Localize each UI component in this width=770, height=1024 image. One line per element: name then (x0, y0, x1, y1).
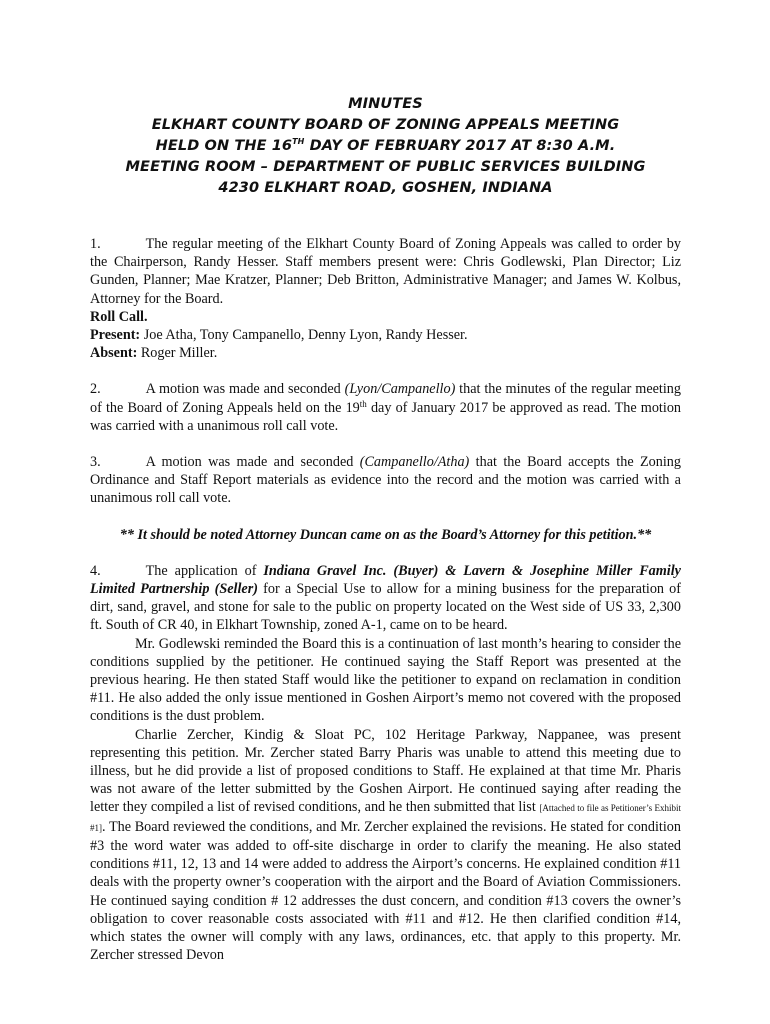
item-4-paragraph-godlewski: Mr. Godlewski reminded the Board this is a continuation of last month’s hearing to consider the conditions supplied by the petitioner. He continued saying the Staff Report was presented at the previous hearing. He then stated Staff would like the petitioner to expand on reclamation in condition #11. He also added the only issue mentioned in Goshen Airport’s memo not covered with the proposed conditions is the dust problem. (90, 635, 681, 725)
absent-names: Roger Miller. (137, 345, 218, 362)
item-2-number: 2. (90, 381, 101, 398)
header-meeting-date (90, 136, 681, 157)
present-names: Joe Atha, Tony Campanello, Denny Lyon, Randy Hesser. (140, 327, 468, 344)
item-3-number: 3. (90, 454, 101, 471)
minutes-page (90, 88, 681, 964)
header-board-name: ELKHART COUNTY BOARD OF ZONING APPEALS MEETING (151, 117, 620, 133)
present-line (90, 326, 681, 344)
item-2-movers: (Lyon/Campanello) (344, 381, 456, 398)
exhibit-reference: [Attached to file as Petitioner’s Exhibit #1] (90, 803, 681, 833)
header-date-suffix: TH (292, 137, 305, 146)
attorney-note: ** It should be noted Attorney Duncan came on as the Board’s Attorney for this petition.** (119, 526, 652, 543)
item-4: 4. The application of Indiana Gravel Inc. (Buyer) & Lavern & Josephine Miller Family Limited Partnership (Seller) for a Special Use to allow for a mining business for the preparation of dirt, sand, gravel, and stone for sale to the public on property located on the West side of US 33, 2,300 ft. South of CR 40, in Elkhart Township, zoned A-1, came on to be heard. (90, 562, 681, 634)
item-1 (90, 235, 681, 362)
absent-line (90, 344, 681, 362)
item-1-number: 1. (90, 236, 101, 252)
header-title: MINUTES (348, 96, 423, 112)
item-4-number: 4. (90, 562, 101, 579)
item-1-text (90, 235, 681, 308)
item-2: 2. A motion was made and seconded (Lyon/Campanello) that the minutes of the regular meeting of the Board of Zoning Appeals held on the 19th day of January 2017 be approved as read. The motion was carried with a unanimous roll call vote. (90, 381, 682, 434)
present-label: Present: (90, 327, 141, 344)
item-1-body: The regular meeting of the Elkhart County Board of Zoning Appeals was called to order by the Chairperson, Randy Hesser. Staff members present were: Chris Godlewski, Plan Director; Liz Gunden, Planner; Mae Kratzer, Planner; Deb Britton, Administrative Manager; and James W. Kolbus, Attorney for the Board. (90, 236, 681, 307)
header-date-part2: DAY OF FEBRUARY 2017 AT 8:30 A.M. (304, 138, 616, 154)
item-3: 3. A motion was made and seconded (Campanello/Atha) that the Board accepts the Zoning Ordinance and Staff Report materials as evidence into the record and the motion was carried with a unanimous roll call vote. (90, 454, 681, 507)
document-header (90, 94, 681, 199)
header-date-part1: HELD ON THE 16 (155, 138, 293, 154)
item-4-applicant: Indiana Gravel Inc. (Buyer) & Lavern & Josephine Miller Family Limited Partnership (Seller) (90, 562, 681, 598)
roll-call-heading: Roll Call. (90, 308, 148, 325)
item-3-movers: (Campanello/Atha) (359, 454, 470, 471)
header-meeting-room: MEETING ROOM – DEPARTMENT OF PUBLIC SERVICES BUILDING (125, 159, 646, 175)
absent-label: Absent: (90, 345, 138, 362)
header-address: 4230 ELKHART ROAD, GOSHEN, INDIANA (218, 180, 553, 196)
item-4-paragraph-zercher: Charlie Zercher, Kindig & Sloat PC, 102 Heritage Parkway, Nappanee, was present representing this petition. Mr. Zercher stated Barry Pharis was unable to attend this meeting due to illness, but he did provide a list of proposed conditions to Staff. He explained at that time Mr. Pharis was not aware of the letter submitted by the Goshen Airport. He continued saying after reading the letter they compiled a list of revised conditions, and he then submitted that list [Attached to file as Petitioner’s Exhibit #1]. The Board reviewed the conditions, and Mr. Zercher explained the revisions. He stated for condition #3 the word water was added to off-site discharge in order to clarify the meaning. He also stated conditions #11, 12, 13 and 14 were added to address the Airport’s concerns. He explained condition #11 deals with the property owner’s cooperation with the airport and the Board of Aviation Commissioners. He continued saying condition # 12 addresses the dust concern, and condition #13 covers the owner’s obligation to cover reasonable costs associated with #11 and #12. He then clarified condition #14, which states the owner will comply with any laws, ordinances, etc. that apply to this property. Mr. Zercher stressed Devon (90, 726, 681, 964)
